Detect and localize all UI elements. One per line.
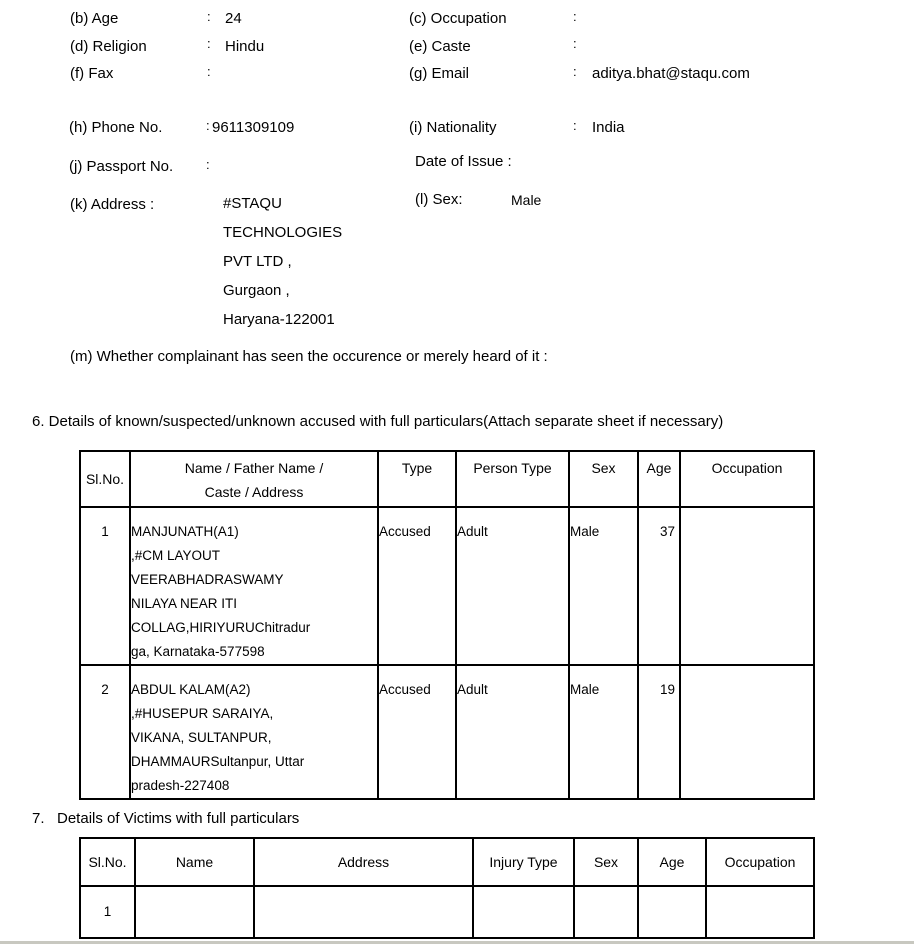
- row-name: [135, 886, 254, 938]
- row-slno: 1: [80, 886, 135, 938]
- email-colon: :: [573, 64, 577, 79]
- row-slno: 1: [80, 507, 130, 665]
- name-line: ABDUL KALAM(A2): [131, 682, 251, 697]
- address-label: (k) Address :: [70, 196, 155, 213]
- passport-label: (j) Passport No.: [69, 158, 174, 175]
- age-label: (b) Age: [70, 10, 119, 27]
- header-name: Name: [135, 838, 254, 886]
- row-sex: Male: [569, 507, 638, 665]
- name-line: VEERABHADRASWAMY: [131, 572, 284, 587]
- section7-title: 7. Details of Victims with full particulars: [32, 810, 300, 827]
- row-name-address: [130, 665, 378, 799]
- section6-title: 6. Details of known/suspected/unknown accused with full particulars(Attach separate sheet if necessary): [32, 413, 724, 430]
- name-line: MANJUNATH(A1): [131, 524, 239, 539]
- email-value: aditya.bhat@staqu.com: [592, 65, 750, 82]
- header-slno: Sl.No.: [80, 451, 130, 507]
- passport-colon: :: [206, 157, 210, 172]
- victims-table: [79, 837, 815, 939]
- occupation-label: (c) Occupation: [409, 10, 507, 27]
- nationality-label: (i) Nationality: [409, 119, 497, 136]
- header-slno: Sl.No.: [80, 838, 135, 886]
- religion-value: Hindu: [225, 38, 265, 55]
- name-line: DHAMMAURSultanpur, Uttar: [131, 754, 305, 769]
- header-sex: Sex: [574, 838, 638, 886]
- nationality-value: India: [592, 119, 625, 136]
- header-injury-type: Injury Type: [473, 838, 574, 886]
- nationality-colon: :: [573, 118, 577, 133]
- fax-colon: :: [207, 64, 211, 79]
- caste-label: (e) Caste: [409, 38, 471, 55]
- accused-table: [79, 450, 815, 800]
- address-line: Gurgaon ,: [223, 282, 290, 299]
- phone-colon: :: [206, 118, 210, 133]
- date-of-issue-label: Date of Issue :: [415, 153, 512, 170]
- address-line: TECHNOLOGIES: [223, 224, 343, 241]
- row-name-address: [130, 507, 378, 665]
- name-line: COLLAG,HIRIYURUChitradur: [131, 620, 311, 635]
- accused-table-header: [80, 451, 814, 507]
- header-age: Age: [638, 838, 706, 886]
- name-line: NILAYA NEAR ITI: [131, 596, 238, 611]
- row-age: [638, 886, 706, 938]
- row-occupation: [706, 886, 814, 938]
- age-value: 24: [225, 10, 242, 27]
- row-injury-type: [473, 886, 574, 938]
- row-slno: 2: [80, 665, 130, 799]
- table-row: [80, 886, 814, 938]
- victims-table-header: [80, 838, 814, 886]
- religion-colon: :: [207, 36, 211, 51]
- header-type: Type: [378, 451, 456, 507]
- header-person-type: Person Type: [456, 451, 569, 507]
- row-person-type: Adult: [456, 507, 569, 665]
- header-address: Address: [254, 838, 473, 886]
- header-name: [130, 451, 378, 507]
- name-line: ga, Karnataka-577598: [131, 644, 265, 659]
- header-occupation: Occupation: [680, 451, 814, 507]
- row-sex: [574, 886, 638, 938]
- row-type: Accused: [378, 507, 456, 665]
- name-line: VIKANA, SULTANPUR,: [131, 730, 272, 745]
- name-line: ,#CM LAYOUT: [131, 548, 221, 563]
- header-occupation: Occupation: [706, 838, 814, 886]
- name-line: ,#HUSEPUR SARAIYA,: [131, 706, 274, 721]
- address-line: PVT LTD ,: [223, 253, 292, 270]
- sex-value: Male: [511, 192, 542, 208]
- address-line: Haryana-122001: [223, 311, 335, 328]
- row-person-type: Adult: [456, 665, 569, 799]
- table-row: [80, 665, 814, 799]
- email-label: (g) Email: [409, 65, 470, 82]
- row-age: 37: [638, 507, 680, 665]
- row-occupation: [680, 507, 814, 665]
- seen-or-heard-label: (m) Whether complainant has seen the occurence or merely heard of it :: [70, 348, 548, 365]
- occupation-colon: :: [573, 9, 577, 24]
- age-colon: :: [207, 9, 211, 24]
- name-line: pradesh-227408: [131, 778, 230, 793]
- religion-label: (d) Religion: [70, 38, 147, 55]
- header-sex: Sex: [569, 451, 638, 507]
- row-age: 19: [638, 665, 680, 799]
- address-line: #STAQU: [223, 195, 282, 212]
- page-bottom-divider: [0, 941, 914, 944]
- caste-colon: :: [573, 36, 577, 51]
- header-name-line2: Caste / Address: [204, 484, 304, 500]
- header-age: Age: [638, 451, 680, 507]
- fax-label: (f) Fax: [70, 65, 114, 82]
- row-occupation: [680, 665, 814, 799]
- row-address: [254, 886, 473, 938]
- header-name-line1: Name / Father Name /: [184, 460, 324, 476]
- row-sex: Male: [569, 665, 638, 799]
- row-type: Accused: [378, 665, 456, 799]
- phone-label: (h) Phone No.: [69, 119, 163, 136]
- address-value: [223, 189, 342, 334]
- table-row: [80, 507, 814, 665]
- phone-value: 9611309109: [212, 119, 295, 136]
- sex-label: (l) Sex:: [415, 191, 463, 208]
